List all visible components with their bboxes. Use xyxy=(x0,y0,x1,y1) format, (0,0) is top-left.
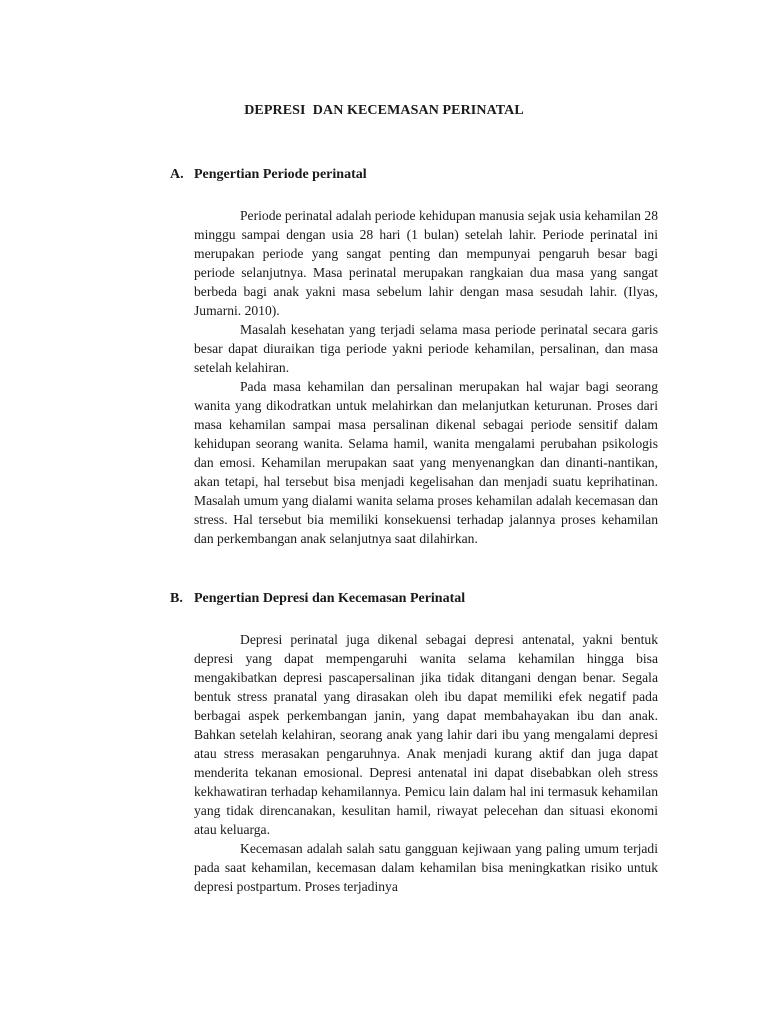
section-a-heading xyxy=(170,167,367,183)
section-a-paragraph-3: Pada masa kehamilan dan persalinan merupakan hal wajar bagi seorang wanita yang dikodratkan untuk melahirkan dan melanjutkan keturunan. Proses dari masa kehamilan sampai masa persalinan dikenal sebagai periode sensitif dalam kehidupan seorang wanita. Selama hamil, wanita mengalami perubahan psikologis dan emosi. Kehamilan merupakan saat yang menyenangkan dan dinanti-nantikan, akan tetapi, hal tersebut bisa menjadi kegelisahan dan menjadi suatu keprihatinan. Masalah umum yang dialami wanita selama proses kehamilan adalah kecemasan dan stress. Hal tersebut bia memiliki konsekuensi terhadap jalannya proses kehamilan dan perkembangan anak selanjutnya saat dilahirkan. xyxy=(194,379,658,546)
section-a-paragraph-2: Masalah kesehatan yang terjadi selama masa periode perinatal secara garis besar dapat diuraikan tiga periode yakni periode kehamilan, persalinan, dan masa setelah kelahiran. xyxy=(194,322,658,375)
section-a-body xyxy=(194,206,658,548)
section-b-body xyxy=(194,630,658,896)
section-b-letter: B. xyxy=(170,591,183,606)
document-title: DEPRESI DAN KECEMASAN PERINATAL xyxy=(244,103,524,118)
section-b-heading xyxy=(170,591,465,607)
section-b-paragraph-2: Kecemasan adalah salah satu gangguan kejiwaan yang paling umum terjadi pada saat kehamilan, kecemasan dalam kehamilan bisa meningkatkan risiko untuk depresi postpartum. Proses terjadinya xyxy=(194,841,658,894)
section-b-heading-text: Pengertian Depresi dan Kecemasan Perinatal xyxy=(194,591,466,606)
section-a-letter: A. xyxy=(170,167,184,182)
section-a-paragraph-1: Periode perinatal adalah periode kehidupan manusia sejak usia kehamilan 28 minggu sampai dengan usia 28 hari (1 bulan) setelah lahir. Periode perinatal ini merupakan periode yang sangat penting dan mempunyai pengaruh besar bagi periode selanjutnya. Masa perinatal merupakan rangkaian dua masa yang sangat berbeda bagi anak yakni masa sebelum lahir dengan masa sesudah lahir. (Ilyas, Jumarni. 2010). xyxy=(194,208,658,318)
section-a-heading-text: Pengertian Periode perinatal xyxy=(194,167,367,182)
section-b-paragraph-1: Depresi perinatal juga dikenal sebagai depresi antenatal, yakni bentuk depresi yang dapat mempengaruhi wanita selama kehamilan hingga bisa mengakibatkan depresi pascapersalinan jika tidak ditangani dengan benar. Segala bentuk stress pranatal yang dirasakan oleh ibu dapat memiliki efek negatif pada berbagai aspek perkembangan janin, yang dapat membahayakan ibu dan anak. Bahkan setelah kelahiran, seorang anak yang lahir dari ibu yang mengalami depresi atau stress merasakan pengaruhnya. Anak menjadi kurang aktif dan juga dapat menderita tekanan emosional. Depresi antenatal ini dapat disebabkan oleh stress kekhawatiran terhadap kehamilannya. Pemicu lain dalam hal ini termasuk kehamilan yang tidak direncanakan, kesulitan hamil, riwayat pelecehan dan situasi ekonomi atau keluarga. xyxy=(194,632,658,837)
